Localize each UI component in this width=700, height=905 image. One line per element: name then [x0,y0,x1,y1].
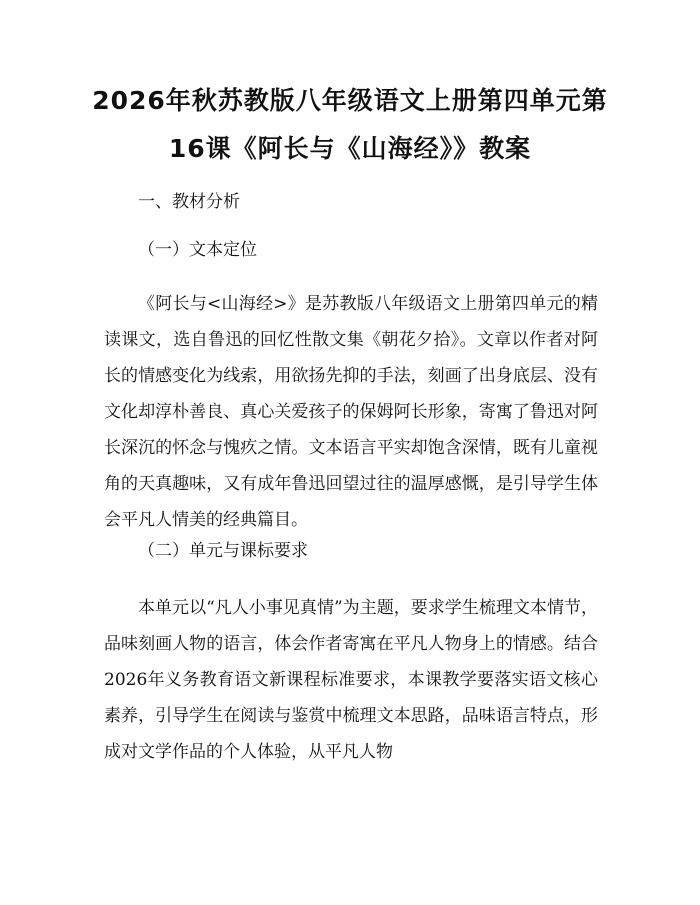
subheading-1: （一）文本定位 [138,240,257,260]
paragraph-1: 《阿长与<山海经>》是苏教版八年级语文上册第四单元的精读课文，选自鲁迅的回忆性散文集《朝花夕拾》。文章以作者对阿长的情感变化为线索，用欲扬先抑的手法，刻画了出身底层、没有文化却淳朴善良、真心关爱孩子的保姆阿长形象，寄寓了鲁迅对阿长深沉的怀念与愧疚之情。文本语言平实却饱含深情，既有儿童视角的天真趣味，又有成年鲁迅回望过往的温厚感慨，是引导学生体会平凡人情美的经典篇目。 [104,294,598,530]
document-title-line-1: 2026年秋苏教版八年级语文上册第四单元第 [92,86,608,115]
subheading-2: （二）单元与课标要求 [138,541,308,561]
document-title-line-2: 16课《阿长与《山海经》》教案 [168,134,532,163]
section-heading-1: 一、教材分析 [138,192,240,212]
paragraph-2: 本单元以“凡人小事见真情”为主题，要求学生梳理文本情节，品味刻画人物的语言，体会作者寄寓在平凡人物身上的情感。结合2026年义务教育语文新课程标准要求，本课教学要落实语文核心素养，引导学生在阅读与鉴赏中梳理文本思路，品味语言特点，形成对文学作品的个人体验，从平凡人物 [104,598,598,762]
